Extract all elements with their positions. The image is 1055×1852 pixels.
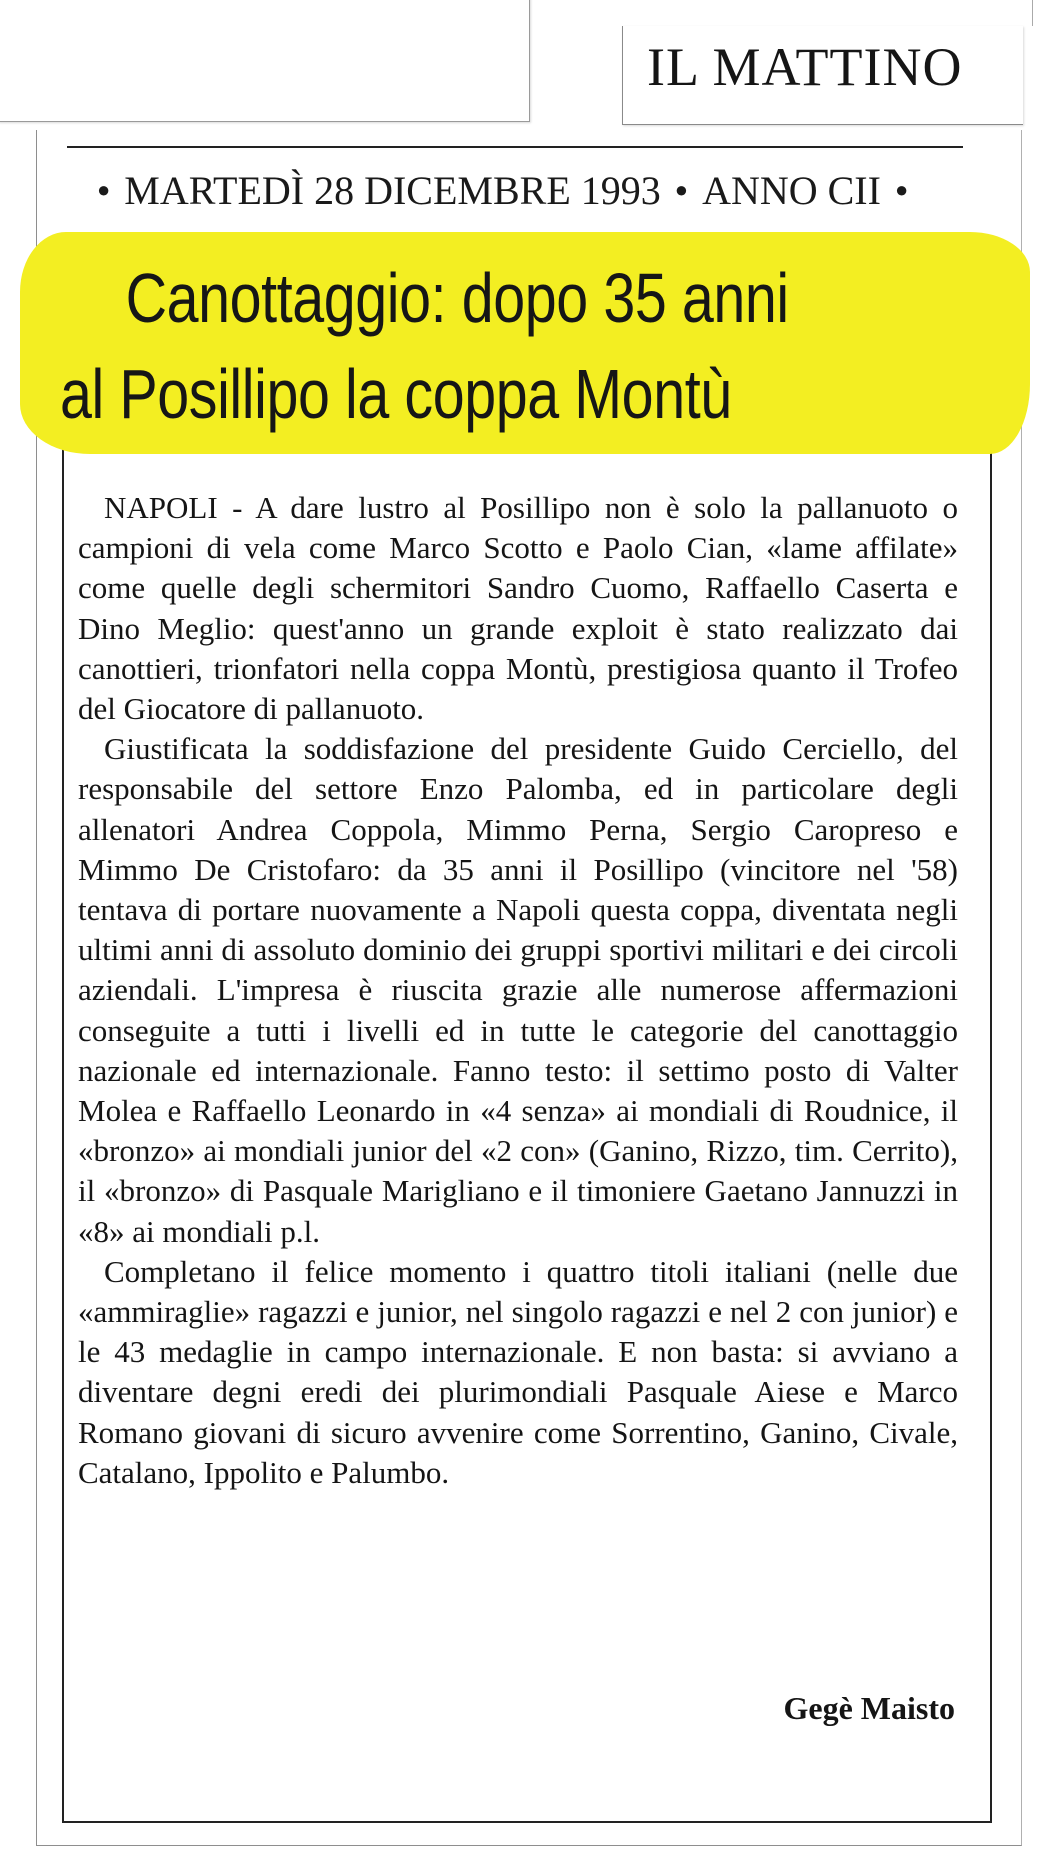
bullet-icon: ●: [97, 177, 111, 202]
issue-date: MARTEDÌ 28 DICEMBRE 1993: [124, 167, 661, 213]
dateline: [97, 160, 957, 220]
clipping-edge: [623, 0, 1033, 26]
bullet-icon: ●: [894, 177, 909, 202]
headline-line-2: al Posillipo la coppa Montù: [60, 355, 732, 433]
article-body: [78, 488, 958, 1493]
dateline-rule-top: [67, 146, 963, 148]
paper-scrap: [0, 0, 530, 122]
article-paragraph: Giustificata la soddisfazione del presidente Guido Cerciello, del responsabile del settore Enzo Palomba, ed in particolare degli allenatori Andrea Coppola, Mimmo Perna, Sergio Caropreso e Mimmo De Cristofaro: da 35 anni il Posillipo (vincitore nel '58) tentava di portare nuovamente a Napoli questa coppa, diventata negli ultimi anni di assoluto dominio dei gruppi sportivi militari e dei circoli aziendali. L'impresa è riuscita grazie alle numerose affermazioni conseguite a tutti i livelli ed in tutte le categorie del canottaggio nazionale ed internazionale. Fanno testo: il settimo posto di Valter Molea e Raffaello Leonardo in «4 senza» ai mondiali di Roudnice, il «bronzo» ai mondiali junior del «2 con» (Ganino, Rizzo, tim. Cerrito), il «bronzo» di Pasquale Marigliano e il timoniere Gaetano Jannuzzi in «8» ai mondiali p.l.: [78, 731, 958, 1249]
article-paragraph: NAPOLI - A dare lustro al Posillipo non è solo la pallanuoto o campioni di vela come Marco Scotto e Paolo Cian, «lame affilate» come quelle degli schermitori Sandro Cuomo, Raffaello Caserta e Dino Meglio: quest'anno un grande exploit è stato realizzato dai canottieri, trionfatori nella coppa Montù, prestigiosa quanto il Trofeo del Giocatore di pallanuoto.: [78, 490, 958, 727]
headline-line-1: Canottaggio: dopo 35 anni: [125, 259, 789, 337]
headline: [60, 250, 847, 442]
article-paragraph: Completano il felice momento i quattro titoli italiani (nelle due «ammiraglie» ragazzi e junior, nel singolo ragazzi e nel 2 con junior) e le 43 medaglie in campo internazionale. E non basta: si avviano a diventare degni eredi dei plurimondiali Pasquale Aiese e Marco Romano giovani di sicuro avvenire come Sorrentino, Ganino, Civale, Catalano, Ippolito e Palumbo.: [78, 1253, 958, 1490]
bullet-icon: ●: [674, 177, 689, 202]
newspaper-name: IL MATTINO: [647, 37, 963, 97]
author-signature: Gegè Maisto: [783, 1690, 955, 1726]
masthead-clipping: [622, 26, 1023, 125]
issue-year: ANNO CII: [702, 167, 881, 213]
